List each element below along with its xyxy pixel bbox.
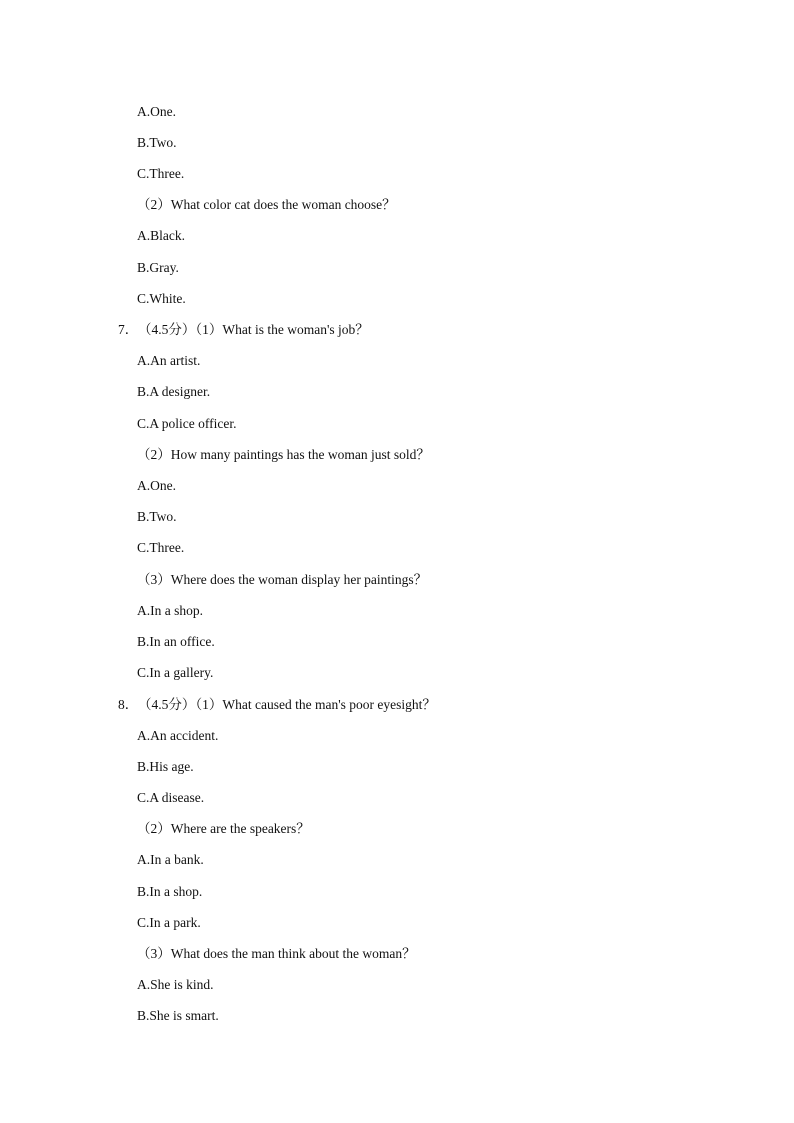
- q7-number: 7．: [118, 322, 139, 337]
- q8-header-text: （4.5分）（1）What caused the man's poor eyesight？: [138, 697, 436, 712]
- q7-sub3-option-a: A.In a shop.: [137, 603, 203, 618]
- q6-sub1-option-c: C.Three.: [137, 166, 185, 181]
- q8-sub2-option-c: C.In a park.: [137, 915, 201, 930]
- q7-sub1-option-a: A.An artist.: [137, 353, 201, 368]
- q7-sub2-option-a: A.One.: [137, 478, 176, 493]
- q7-sub3-question: （3）Where does the woman display her paintings？: [137, 572, 428, 587]
- q7-sub2-option-b: B.Two.: [137, 509, 177, 524]
- q8-sub3-option-a: A.She is kind.: [137, 977, 214, 992]
- q7-sub3-option-b: B.In an office.: [137, 634, 215, 649]
- q6-sub1-option-b: B.Two.: [137, 135, 177, 150]
- q7-sub1-option-b: B.A designer.: [137, 384, 211, 399]
- q6-sub2-option-c: C.White.: [137, 291, 186, 306]
- q8-sub1-option-c: C.A disease.: [137, 790, 205, 805]
- q8-number: 8．: [118, 697, 139, 712]
- q8-sub3-option-b: B.She is smart.: [137, 1008, 219, 1023]
- q7-sub1-option-c: C.A police officer.: [137, 416, 237, 431]
- q8-header: [118, 697, 436, 713]
- q6-sub2-option-a: A.Black.: [137, 228, 185, 243]
- q8-sub3-question: （3）What does the man think about the woman？: [137, 946, 416, 961]
- q7-header: [118, 322, 369, 338]
- q6-sub2-option-b: B.Gray.: [137, 260, 179, 275]
- q8-sub2-option-b: B.In a shop.: [137, 884, 203, 899]
- q6-sub1-option-a: A.One.: [137, 104, 176, 119]
- q7-sub2-question: （2）How many paintings has the woman just sold？: [137, 447, 430, 462]
- q7-sub3-option-c: C.In a gallery.: [137, 665, 214, 680]
- q7-header-text: （4.5分）（1）What is the woman's job？: [138, 322, 369, 337]
- q8-sub2-option-a: A.In a bank.: [137, 852, 204, 867]
- q8-sub2-question: （2）Where are the speakers？: [137, 821, 310, 836]
- q6-sub2-question: （2）What color cat does the woman choose？: [137, 197, 396, 212]
- q8-sub1-option-b: B.His age.: [137, 759, 194, 774]
- q8-sub1-option-a: A.An accident.: [137, 728, 219, 743]
- q7-sub2-option-c: C.Three.: [137, 540, 185, 555]
